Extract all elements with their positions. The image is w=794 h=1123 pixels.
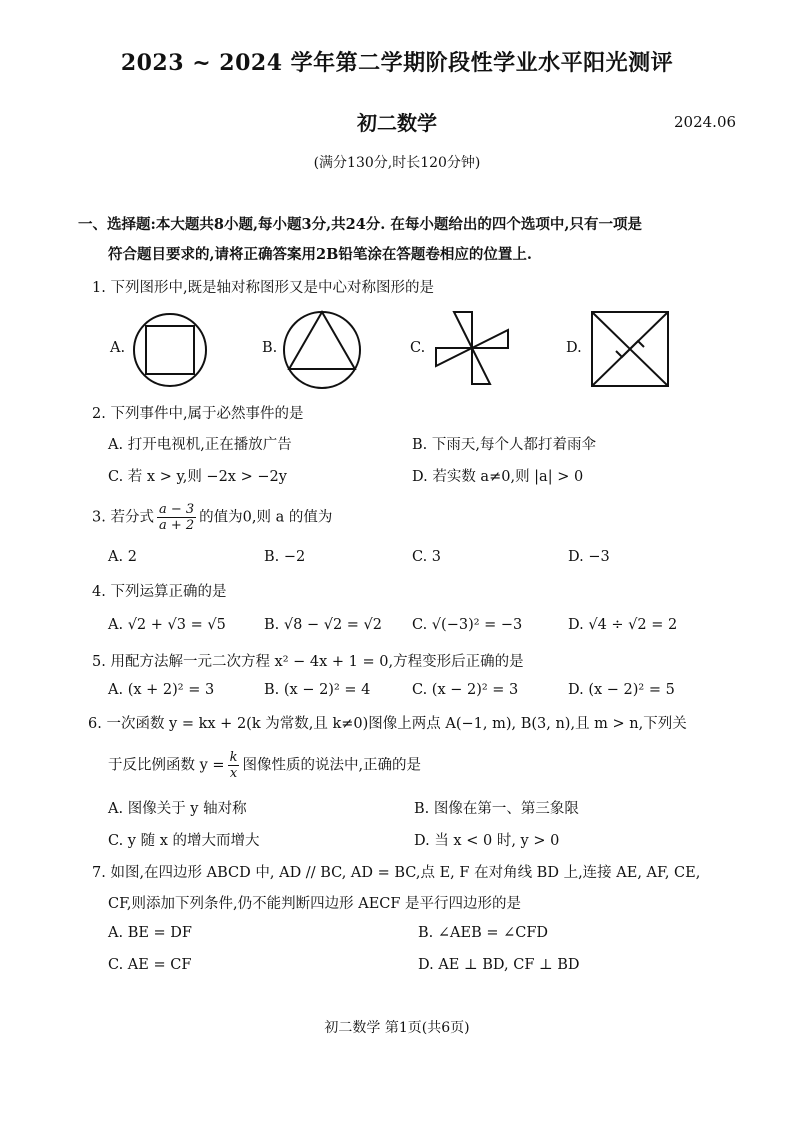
q4-stem: 4. 下列运算正确的是 (92, 584, 227, 600)
q3-option-d: D. −3 (568, 549, 610, 565)
q4-option-b: B. √8 − √2 = √2 (264, 617, 383, 633)
q6-fraction-denominator: x (229, 766, 238, 781)
q1-label-c: C. (410, 340, 426, 356)
exam-note: (满分130分,时长120分钟) (313, 155, 481, 171)
q7-option-a: A. BE = DF (108, 925, 192, 941)
q1-figure-b (280, 308, 364, 392)
q7-option-d: D. AE ⊥ BD, CF ⊥ BD (418, 957, 580, 973)
q3-prefix: 3. 若分式 (92, 509, 154, 526)
q7-option-c: C. AE = CF (108, 957, 192, 973)
q3-stem (92, 502, 332, 533)
q3-fraction-denominator: a + 2 (158, 518, 195, 533)
q5-stem: 5. 用配方法解一元二次方程 x² − 4x + 1 = 0,方程变形后正确的是 (92, 654, 524, 670)
q1-figure-d (588, 308, 672, 390)
q7-option-b: B. ∠AEB = ∠CFD (418, 925, 549, 941)
q2-option-a: A. 打开电视机,正在播放广告 (108, 437, 292, 453)
q1-label-a: A. (110, 340, 126, 356)
q6-option-b: B. 图像在第一、第三象限 (414, 801, 579, 817)
q2-stem: 2. 下列事件中,属于必然事件的是 (92, 406, 304, 422)
q3-option-b: B. −2 (264, 549, 306, 565)
q6-prefix: 于反比例函数 y = (108, 757, 225, 774)
q3-suffix: 的值为0,则 a 的值为 (199, 509, 333, 526)
section1-instruction-line1: 一、选择题:本大题共8小题,每小题3分,共24分. 在每小题给出的四个选项中,只有一项是 (78, 216, 642, 233)
q7-stem-line2: CF,则添加下列条件,仍不能判断四边形 AECF 是平行四边形的是 (108, 896, 522, 912)
q3-option-c: C. 3 (412, 549, 442, 565)
q3-fraction (157, 502, 196, 533)
q1-stem: 1. 下列图形中,既是轴对称图形又是中心对称图形的是 (92, 280, 435, 296)
q6-fraction (228, 750, 240, 781)
q2-option-d: D. 若实数 a≠0,则 |a| > 0 (412, 469, 584, 485)
q1-figure-a (128, 310, 212, 390)
q5-option-d: D. (x − 2)² = 5 (568, 682, 675, 698)
exam-date: 2024.06 (674, 113, 737, 131)
q5-option-a: A. (x + 2)² = 3 (108, 682, 215, 698)
q7-stem-line1: 7. 如图,在四边形 ABCD 中, AD // BC, AD = BC,点 E, F 在对角线 BD 上,连接 AE, AF, CE, (92, 865, 701, 881)
q6-suffix: 图像性质的说法中,正确的是 (242, 757, 422, 774)
q3-fraction-numerator: a − 3 (158, 502, 195, 517)
q6-option-d: D. 当 x < 0 时, y > 0 (414, 833, 560, 849)
q4-option-d: D. √4 ÷ √2 = 2 (568, 617, 678, 633)
q6-fraction-numerator: k (229, 750, 238, 765)
q4-option-a: A. √2 + √3 = √5 (108, 617, 226, 633)
q6-stem-line2 (108, 750, 421, 781)
q5-option-c: C. (x − 2)² = 3 (412, 682, 519, 698)
q3-option-a: A. 2 (108, 549, 137, 565)
exam-subject: 初二数学 (357, 111, 437, 135)
q1-label-b: B. (262, 340, 278, 356)
q6-option-a: A. 图像关于 y 轴对称 (108, 801, 247, 817)
q4-option-c: C. √(−3)² = −3 (412, 617, 523, 633)
exam-title: 2023 ~ 2024 学年第二学期阶段性学业水平阳光测评 (120, 50, 674, 76)
section1-instruction-line2: 符合题目要求的,请将正确答案用2B铅笔涂在答题卷相应的位置上. (108, 246, 532, 263)
q6-option-c: C. y 随 x 的增大而增大 (108, 833, 260, 849)
q2-option-c: C. 若 x > y,则 −2x > −2y (108, 469, 287, 485)
q5-option-b: B. (x − 2)² = 4 (264, 682, 371, 698)
page-footer: 初二数学 第1页(共6页) (324, 1020, 470, 1036)
q6-stem-line1: 6. 一次函数 y = kx + 2(k 为常数,且 k≠0)图像上两点 A(−1, m), B(3, n),且 m > n,下列关 (88, 716, 687, 732)
q2-option-b: B. 下雨天,每个人都打着雨伞 (412, 437, 596, 453)
q1-figure-c (430, 306, 514, 390)
q1-label-d: D. (566, 340, 582, 356)
